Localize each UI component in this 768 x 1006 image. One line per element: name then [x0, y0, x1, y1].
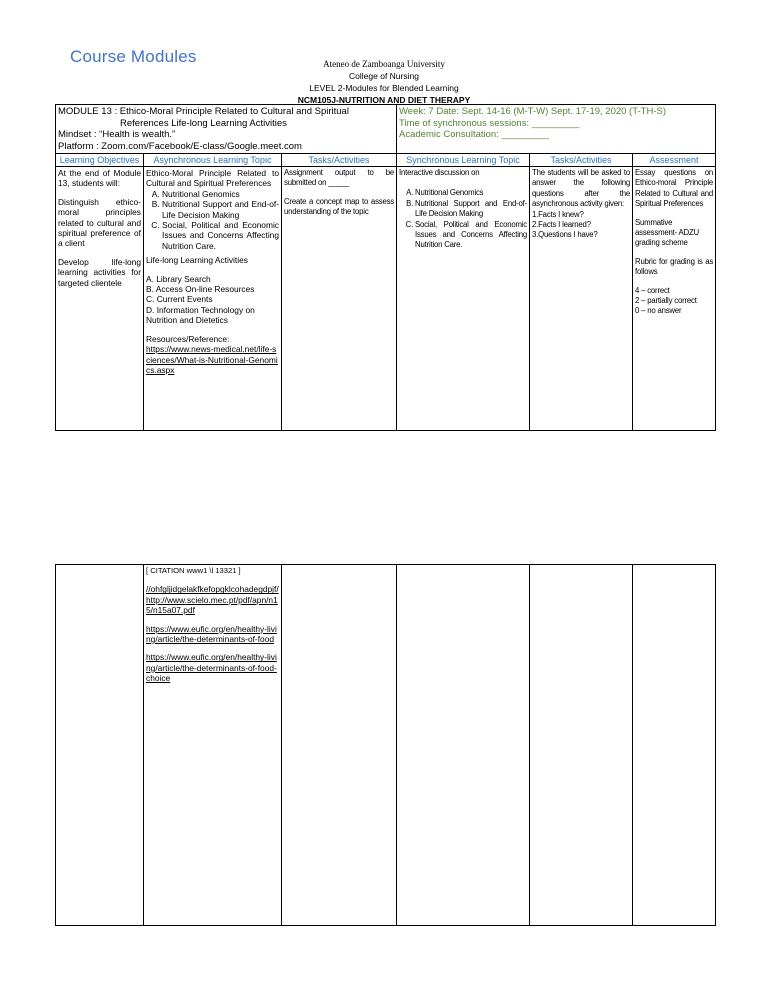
rubric-item: 2 – partially correct: [635, 296, 697, 306]
empty-cell: [633, 565, 716, 926]
week-date-text: Week: 7 Date: Sept. 14-16 (M-T-W) Sept. 17-19, 2020 (T-TH-S): [399, 106, 666, 117]
platform-text: Platform : Zoom.com/Facebook/E-class/Google.meet.com: [58, 140, 302, 152]
lifelong-item: A. Library Search: [146, 273, 211, 284]
sync-question: 2.Facts I learned?: [532, 220, 591, 230]
sync-topic-cell: [397, 167, 530, 431]
objective-item: Distinguish ethico-moral principles related to cultural and spiritual preference of a client: [58, 196, 141, 249]
async-task-item: Create a concept map to assess understanding of the topic: [284, 196, 395, 217]
lifelong-item: C. Current Events: [146, 294, 213, 305]
list-item: B. Nutritional Support and End-of-Life Decision Making: [415, 199, 527, 220]
lifelong-title: Life-long Learning Activities: [146, 255, 248, 266]
reference-link[interactable]: https://www.eufic.org/en/healthy-living/article/the-determinants-of-food: [146, 623, 277, 645]
async-topic-cell: [144, 167, 282, 431]
course-code: NCM105J-NUTRITION AND DIET THERAPY: [297, 95, 471, 105]
assessment-cell: [633, 167, 716, 431]
list-item: B. Nutritional Support and End-of-Life Decision Making: [162, 199, 279, 220]
sync-topic-list: [399, 188, 527, 250]
sync-tasks-intro: The students will be asked to answer the following questions after the asynchronous activity given:: [532, 168, 631, 209]
resources-label: Resources/Reference:: [146, 333, 230, 344]
module-table: [55, 104, 716, 431]
module-title-line2: References Life-long Learning Activities: [120, 117, 287, 129]
async-tasks-cell: [282, 167, 397, 431]
list-item: C. Social, Political and Economic Issues and Concerns Affecting Nutrition Care.: [162, 220, 279, 251]
rubric-item: 4 – correct: [635, 285, 670, 295]
objectives-intro: At the end of Module 13, students will:: [58, 168, 141, 189]
module-title-line1: MODULE 13 : Ethico-Moral Principle Related to Cultural and Spiritual: [58, 106, 349, 117]
col-assessment: Assessment: [633, 154, 716, 167]
module-info-right: [397, 105, 716, 154]
module-info-left: [56, 105, 397, 154]
list-item: A. Nutritional Genomics: [162, 189, 279, 199]
references-cell: [144, 565, 282, 926]
col-sync-topic: Synchronous Learning Topic: [397, 154, 530, 167]
assessment-essay: Essay questions on Ethico-moral Principle Related to Cultural and Spiritual Preferences: [635, 168, 714, 209]
empty-cell: [282, 565, 397, 926]
col-async-tasks: Tasks/Activities: [282, 154, 397, 167]
empty-cell: [397, 565, 530, 926]
lifelong-item: D. Information Technology on Nutrition and Dietetics: [146, 304, 255, 326]
col-learning-objectives: Learning Objectives: [56, 154, 144, 167]
assessment-summative: Summative assessment- ADZU grading scheme: [635, 217, 699, 248]
async-topic-intro: Ethico-Moral Principle Related to Cultural and Spiritual Preferences: [146, 168, 279, 189]
list-item: C. Social, Political and Economic Issues and Concerns Affecting Nutrition Care.: [415, 220, 527, 251]
continuation-table: [55, 564, 716, 926]
university-name: Ateneo de Zamboanga University: [323, 59, 445, 69]
async-topic-list: [146, 189, 279, 251]
sync-tasks-cell: [530, 167, 633, 431]
sync-question: 1.Facts I knew?: [532, 209, 584, 219]
assessment-rubric: Rubric for grading is as follows: [635, 256, 714, 277]
col-async-topic: Asynchronous Learning Topic: [144, 154, 282, 167]
citation-field: [ CITATION www1 \l 13321 ]: [146, 566, 241, 575]
level-label: LEVEL 2-Modules for Blended Learning: [309, 83, 459, 93]
empty-cell: [56, 565, 144, 926]
reference-link[interactable]: https://www.eufic.org/en/healthy-living/article/the-determinants-of-food-choice: [146, 652, 277, 684]
objectives-cell: [56, 167, 144, 431]
module-info-row: [56, 105, 716, 154]
sync-topic-intro: Interactive discussion on: [399, 168, 480, 177]
sync-time-text: Time of synchronous sessions: _________: [399, 117, 580, 129]
page-title: Course Modules: [70, 47, 197, 66]
async-task-item: Assignment output to be submitted on _____: [284, 168, 395, 188]
resource-link[interactable]: https://www.news-medical.net/life-sciences/What-is-Nutritional-Genomics.aspx: [146, 344, 278, 375]
college-name: College of Nursing: [349, 71, 419, 81]
empty-cell: [530, 565, 633, 926]
objective-item: Develop life-long learning activities for targeted clientele: [58, 256, 141, 288]
continuation-row: [56, 565, 716, 926]
mindset-text: Mindset : “Health is wealth.”: [58, 129, 176, 140]
reference-link[interactable]: //ohfgljidgelakfkefopgklcohadegdpjf/http://www.scielo.mec.pt/pdf/apn/n15/n15a07.pdf: [146, 584, 279, 616]
consultation-text: Academic Consultation: _________: [399, 129, 550, 140]
column-header-row: [56, 154, 716, 167]
list-item: A. Nutritional Genomics: [415, 188, 527, 198]
rubric-item: 0 – no answer: [635, 306, 682, 316]
content-row: [56, 167, 716, 431]
sync-question: 3.Questions I have?: [532, 230, 598, 240]
lifelong-item: B. Access On-line Resources: [146, 284, 255, 295]
col-sync-tasks: Tasks/Activities: [530, 154, 633, 167]
